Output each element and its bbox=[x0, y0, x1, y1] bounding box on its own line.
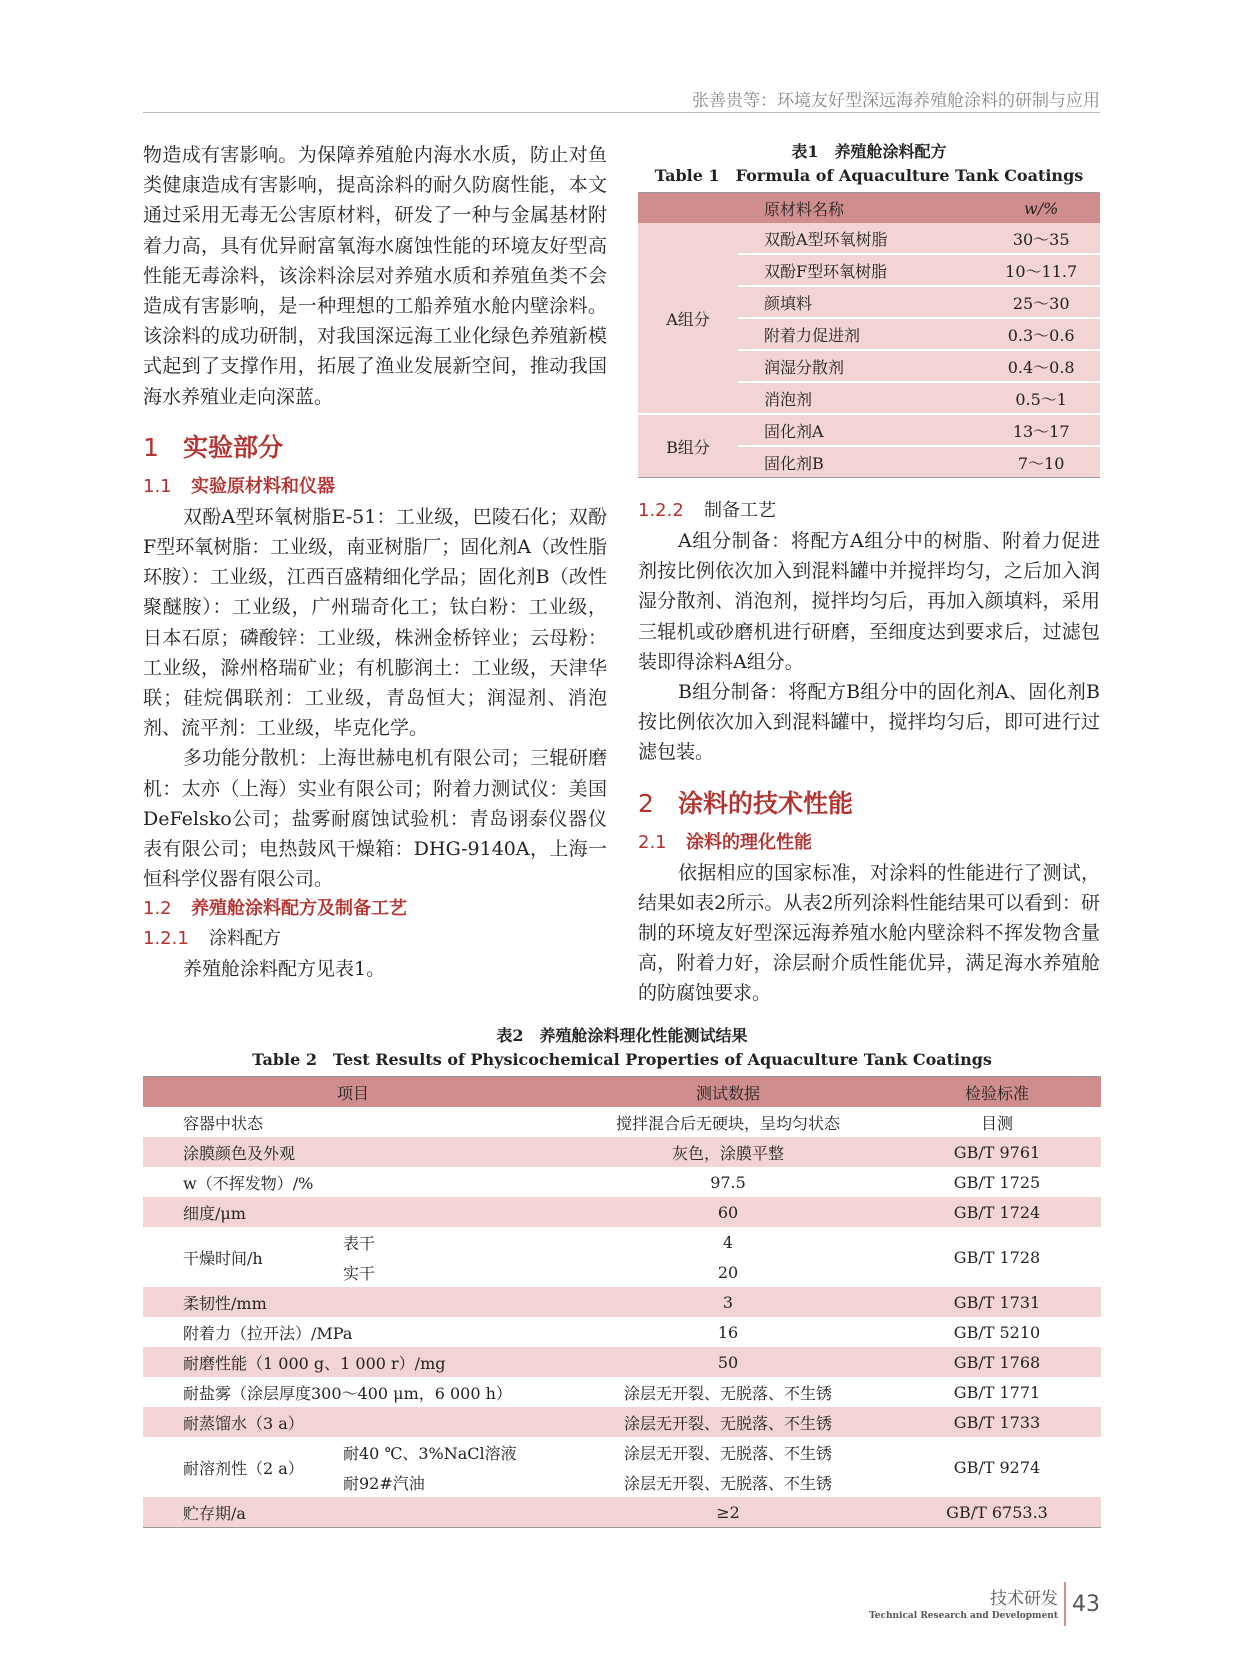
table2-header-data: 测试数据 bbox=[563, 1077, 893, 1108]
section-title: 涂料的技术性能 bbox=[678, 788, 854, 818]
table-cell: GB/T 1771 bbox=[953, 1382, 1041, 1402]
table-row bbox=[143, 1137, 1101, 1167]
table-cell: 贮存期/a bbox=[143, 1497, 563, 1528]
table-cell: 耐蒸馏水（3 a） bbox=[183, 1413, 304, 1433]
section-number: 2 bbox=[638, 788, 654, 818]
table-cell: 涂层无开裂、无脱落、不生锈 bbox=[623, 1383, 832, 1403]
header-rule bbox=[143, 112, 1100, 113]
table2-header-standard: 检验标准 bbox=[893, 1077, 1101, 1108]
section-1-1-heading bbox=[143, 472, 607, 502]
section-1-2-heading bbox=[143, 894, 607, 924]
instruments-paragraph: 多功能分散机：上海世赫电机有限公司；三辊研磨机：太亦（上海）实业有限公司；附着力测试仪：美国DeFelsko公司；盐雾耐腐蚀试验机：青岛诩泰仪器仪表有限公司；电热鼓风干燥箱：DHG-9140A，上海一恒科学仪器有限公司。 bbox=[143, 747, 607, 891]
table-cell: GB/T 1733 bbox=[953, 1412, 1041, 1432]
table-cell: 耐40 ℃、3%NaCl溶液 bbox=[343, 1443, 517, 1463]
table-cell: GB/T 5210 bbox=[953, 1322, 1041, 1342]
table1-group-a: A组分 bbox=[638, 223, 738, 414]
section-number: 1 bbox=[143, 432, 159, 462]
table-cell: 97.5 bbox=[710, 1172, 746, 1192]
table-cell: GB/T 1725 bbox=[953, 1172, 1041, 1192]
table-row bbox=[143, 1377, 1101, 1407]
table-cell: 60 bbox=[717, 1202, 739, 1222]
table-cell: 耐92#汽油 bbox=[343, 1473, 425, 1493]
table-cell: GB/T 6753.3 bbox=[893, 1497, 1101, 1528]
section-number: 2.1 bbox=[638, 831, 667, 853]
section-title: 养殖舱涂料配方及制备工艺 bbox=[191, 898, 407, 920]
section-2-1-heading bbox=[638, 828, 1100, 858]
section-number: 1.1 bbox=[143, 475, 172, 497]
section-number: 1.2 bbox=[143, 898, 172, 920]
footer-divider bbox=[1064, 1582, 1066, 1626]
footer-section-en: Technical Research and Development bbox=[869, 1611, 1058, 1621]
section-title: 实验部分 bbox=[183, 432, 284, 462]
table-cell: 表干 bbox=[343, 1233, 376, 1253]
table-cell: 实干 bbox=[343, 1263, 376, 1283]
section-number: 1.2.2 bbox=[638, 500, 684, 521]
table-row bbox=[143, 1107, 1101, 1137]
table2-block bbox=[143, 1024, 1101, 1528]
table-cell: GB/T 1724 bbox=[953, 1202, 1041, 1222]
right-column bbox=[638, 140, 1100, 1009]
table-cell: 双酚F型环氧树脂 bbox=[738, 254, 982, 286]
table1-caption-cn: 表1 养殖舱涂料配方 bbox=[791, 142, 947, 161]
section-1-2-2-heading bbox=[638, 496, 1100, 526]
table1-group-b: B组分 bbox=[638, 414, 738, 478]
table1-header-blank bbox=[638, 193, 738, 224]
table2-results bbox=[143, 1076, 1101, 1528]
table-row bbox=[143, 1407, 1101, 1437]
table-row bbox=[143, 1227, 1101, 1257]
table-cell: 0.5～1 bbox=[982, 382, 1100, 414]
table-cell: 固化剂A bbox=[738, 414, 982, 446]
table-cell: 25～30 bbox=[982, 286, 1100, 318]
table-cell: ≥2 bbox=[563, 1497, 893, 1528]
table-cell: GB/T 1768 bbox=[953, 1352, 1041, 1372]
page-number: 43 bbox=[1072, 1591, 1100, 1617]
table-cell: 灰色，涂膜平整 bbox=[671, 1143, 784, 1163]
table-cell: 固化剂B bbox=[738, 446, 982, 478]
table-row bbox=[143, 1317, 1101, 1347]
table-cell: 13～17 bbox=[982, 414, 1100, 446]
table1-formula bbox=[638, 192, 1100, 478]
section-1-2-1-heading bbox=[143, 924, 607, 954]
left-column bbox=[143, 140, 607, 985]
prep-a-paragraph: A组分制备：将配方A组分中的树脂、附着力促进剂按比例依次加入到混料罐中并搅拌均匀，之后加入润湿分散剂、消泡剂，搅拌均匀后，再加入颜填料，采用三辊机或砂磨机进行研磨，至细度达到要求后，过滤包装即得涂料A组分。 bbox=[638, 530, 1100, 673]
page-footer bbox=[869, 1580, 1100, 1628]
table-cell: 30～35 bbox=[982, 223, 1100, 254]
table1-header-material: 原材料名称 bbox=[738, 193, 982, 224]
prep-b-paragraph: B组分制备：将配方B组分中的固化剂A、固化剂B按比例依次加入到混料罐中，搅拌均匀后，即可进行过滤包装。 bbox=[638, 681, 1100, 764]
table-cell: 10～11.7 bbox=[982, 254, 1100, 286]
table-cell: 容器中状态 bbox=[183, 1113, 264, 1133]
table-cell: 附着力（拉开法）/MPa bbox=[183, 1323, 353, 1343]
formula-reference-paragraph: 养殖舱涂料配方见表1。 bbox=[183, 958, 386, 981]
table-cell: GB/T 9761 bbox=[953, 1142, 1041, 1162]
section-number: 1.2.1 bbox=[143, 928, 189, 950]
table-row bbox=[143, 1437, 1101, 1467]
table-cell: 涂膜颜色及外观 bbox=[183, 1143, 296, 1163]
table-row bbox=[143, 1497, 1101, 1528]
table-cell: 50 bbox=[717, 1352, 739, 1372]
intro-paragraph: 物造成有害影响。为保障养殖舱内海水水质，防止对鱼类健康造成有害影响，提高涂料的耐久防腐性能，本文通过采用无毒无公害原材料，研发了一种与金属基材附着力高，具有优异耐富氧海水腐蚀性能的环境友好型高性能无毒涂料，该涂料涂层对养殖水质和养殖鱼类不会造成有害影响，是一种理想的工船养殖水舱内壁涂料。该涂料的成功研制，对我国深远海工业化绿色养殖新模式起到了支撑作用，拓展了渔业发展新空间，推动我国海水养殖业走向深蓝。 bbox=[143, 144, 607, 408]
table2-header-item: 项目 bbox=[143, 1077, 563, 1108]
table-cell: 16 bbox=[717, 1322, 739, 1342]
section-title: 涂料配方 bbox=[209, 928, 281, 950]
table1-header-w: w/% bbox=[982, 193, 1100, 224]
table1-caption-en: Table 1 Formula of Aquaculture Tank Coatings bbox=[654, 166, 1084, 185]
table-cell: 4 bbox=[722, 1232, 734, 1252]
section-title: 实验原材料和仪器 bbox=[191, 475, 335, 497]
table-cell: 0.3～0.6 bbox=[982, 318, 1100, 350]
table-cell: 双酚A型环氧树脂 bbox=[738, 223, 982, 254]
table2-caption-cn: 表2 养殖舱涂料理化性能测试结果 bbox=[496, 1026, 748, 1045]
materials-paragraph: 双酚A型环氧树脂E-51：工业级，巴陵石化；双酚F型环氧树脂：工业级，南亚树脂厂；固化剂A（改性脂环胺）：工业级，江西百盛精细化学品；固化剂B（改性聚醚胺）：工业级，广州瑞奇化工；钛白粉：工业级，日本石原；磷酸锌：工业级，株洲金桥锌业；云母粉：工业级，滁州格瑞矿业；有机膨润土：工业级，天津华联；硅烷偶联剂：工业级，青岛恒大；润湿剂、消泡剂、流平剂：工业级，毕克化学。 bbox=[143, 505, 607, 740]
table-cell: 润湿分散剂 bbox=[738, 350, 982, 382]
table-cell: 涂层无开裂、无脱落、不生锈 bbox=[623, 1413, 832, 1433]
table-cell: 耐溶剂性（2 a） bbox=[183, 1458, 304, 1478]
table-cell: 耐磨性能（1 000 g、1 000 r）/mg bbox=[183, 1353, 446, 1373]
section-title: 涂料的理化性能 bbox=[686, 831, 812, 853]
table-cell: w（不挥发物）/% bbox=[183, 1173, 314, 1193]
table-cell: 0.4～0.8 bbox=[982, 350, 1100, 382]
table-cell: GB/T 9274 bbox=[953, 1457, 1041, 1477]
table-cell: GB/T 1728 bbox=[953, 1247, 1041, 1267]
table-cell: 附着力促进剂 bbox=[738, 318, 982, 350]
table2-caption-en: Table 2 Test Results of Physicochemical Properties of Aquaculture Tank Coatings bbox=[252, 1050, 992, 1069]
table-cell: 搅拌混合后无硬块，呈均匀状态 bbox=[615, 1113, 840, 1133]
table-cell: 涂层无开裂、无脱落、不生锈 bbox=[623, 1443, 832, 1463]
running-head: 张善贵等：环境友好型深远海养殖舱涂料的研制与应用 bbox=[692, 91, 1100, 111]
table-cell: 细度/μm bbox=[183, 1203, 246, 1223]
table-cell: 涂层无开裂、无脱落、不生锈 bbox=[623, 1473, 832, 1493]
table-cell: 20 bbox=[717, 1262, 739, 1282]
table-cell: 干燥时间/h bbox=[183, 1248, 263, 1268]
table-row bbox=[143, 1167, 1101, 1197]
table-cell: 柔韧性/mm bbox=[183, 1293, 267, 1313]
table-cell: 颜填料 bbox=[738, 286, 982, 318]
section-1-heading bbox=[143, 430, 607, 466]
section-title: 制备工艺 bbox=[704, 500, 776, 521]
table-cell: 3 bbox=[722, 1292, 734, 1312]
table-row bbox=[143, 1197, 1101, 1227]
table-cell: 消泡剂 bbox=[738, 382, 982, 414]
table-row bbox=[143, 1347, 1101, 1377]
table-cell: 目测 bbox=[980, 1113, 1013, 1133]
results-paragraph: 依据相应的国家标准，对涂料的性能进行了测试，结果如表2所示。从表2所列涂料性能结果可以看到：研制的环境友好型深远海养殖水舱内壁涂料不挥发物含量高，附着力好，涂层耐介质性能优异，满足海水养殖舱的防腐蚀要求。 bbox=[638, 861, 1100, 1005]
table-cell: 耐盐雾（涂层厚度300～400 μm，6 000 h） bbox=[183, 1383, 512, 1403]
footer-section-cn: 技术研发 bbox=[990, 1589, 1058, 1609]
table-cell: GB/T 1731 bbox=[953, 1292, 1041, 1312]
table-cell: 7～10 bbox=[982, 446, 1100, 478]
section-2-heading bbox=[638, 786, 1100, 822]
table-row bbox=[143, 1287, 1101, 1317]
